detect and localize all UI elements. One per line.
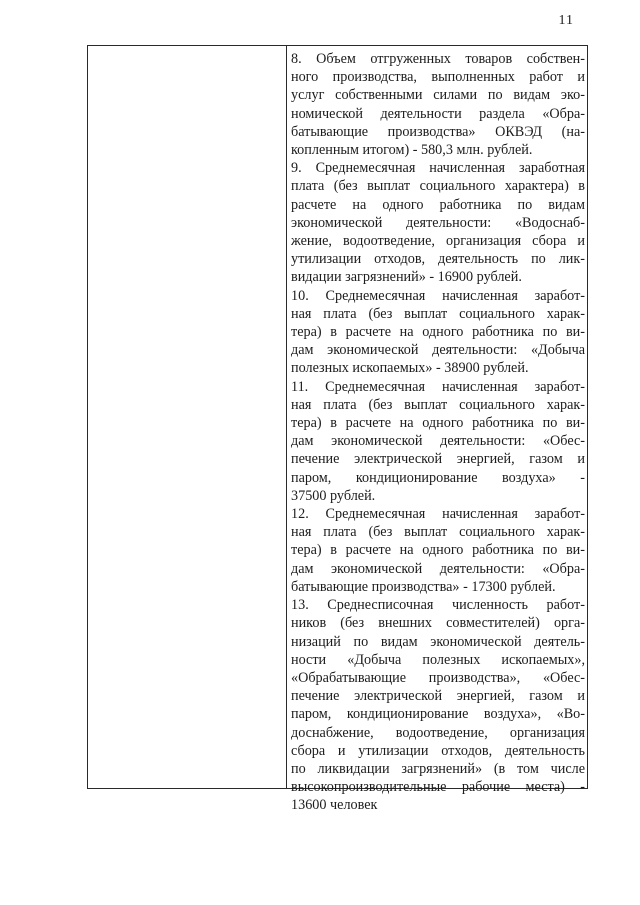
indicator-line: печение электрической энергией, газом и (291, 688, 585, 705)
indicator-line: жение, водоотведение, организация сбора и (291, 233, 585, 250)
indicator-line: паром, кондиционирование воздуха» - (291, 469, 585, 486)
indicator-line: тера) в расчете на одного работника по ви- (291, 324, 585, 341)
indicator-line: плата (без выплат социального характера) в (291, 178, 585, 195)
indicator-line: полезных ископаемых» - 38900 рублей. (291, 360, 529, 377)
indicator-line: расчете на одного работника по видам (291, 196, 585, 213)
indicator-line: экономической деятельности: «Водоснаб- (291, 214, 585, 231)
indicator-line: ности «Добыча полезных ископаемых», (291, 651, 585, 668)
indicators-list (291, 50, 585, 815)
indicator-item (291, 596, 585, 814)
indicator-line: ного производства, выполненных работ и (291, 69, 585, 86)
indicator-item (291, 505, 585, 596)
table-right-column (287, 46, 587, 814)
indicator-line: ников (без внешних совместителей) орга- (291, 615, 585, 632)
indicator-line: 37500 рублей. (291, 487, 376, 504)
indicator-item (291, 50, 585, 159)
indicator-line: 13600 человек (291, 797, 378, 814)
table-left-column (88, 46, 287, 788)
indicator-line: 13. Среднесписочная численность работ- (291, 597, 585, 614)
indicator-item (291, 378, 585, 505)
indicator-line: 8. Объем отгруженных товаров собствен- (291, 51, 585, 67)
indicator-line: печение электрической энергией, газом и (291, 451, 585, 468)
indicator-line: копленным итогом) - 580,3 млн. рублей. (291, 142, 533, 159)
indicator-item (291, 287, 585, 378)
page-number: 11 (558, 13, 574, 28)
indicator-line: батывающие производства» - 17300 рублей. (291, 578, 556, 595)
indicator-line: утилизации отходов, деятельность по лик- (291, 251, 585, 268)
indicator-line: доснабжение, водоотведение, организация (291, 724, 585, 741)
indicator-line: низаций по видам экономической деятель- (291, 633, 585, 650)
indicator-line: ная плата (без выплат социального харак- (291, 524, 585, 541)
indicator-line: 12. Среднемесячная начисленная заработ- (291, 506, 585, 523)
indicator-item (291, 159, 585, 286)
indicator-line: по ликвидации загрязнений» (в том числе (291, 760, 585, 777)
indicator-line: 10. Среднемесячная начисленная заработ- (291, 287, 585, 304)
indicator-line: услуг собственными силами по видам эко- (291, 87, 585, 104)
indicator-line: дам экономической деятельности: «Обра- (291, 560, 585, 577)
indicator-line: дам экономической деятельности: «Добыча (291, 342, 585, 359)
indicator-line: ная плата (без выплат социального харак- (291, 396, 585, 413)
indicator-line: тера) в расчете на одного работника по ви- (291, 415, 585, 432)
indicator-line: батывающие производства» ОКВЭД (на- (291, 123, 585, 140)
indicator-line: видации загрязнений» - 16900 рублей. (291, 269, 522, 286)
indicator-line: ная плата (без выплат социального харак- (291, 305, 585, 322)
indicator-line: 11. Среднемесячная начисленная заработ- (291, 378, 585, 395)
indicator-line: паром, кондиционирование воздуха», «Во- (291, 706, 585, 723)
indicator-line: сбора и утилизации отходов, деятельность (291, 742, 585, 759)
indicator-line: 9. Среднемесячная начисленная заработная (291, 160, 585, 177)
indicator-line: «Обрабатывающие производства», «Обес- (291, 669, 585, 686)
indicator-line: дам экономической деятельности: «Обес- (291, 433, 585, 450)
indicator-line: номической деятельности раздела «Обра- (291, 105, 585, 122)
indicator-line: тера) в расчете на одного работника по ви- (291, 542, 585, 559)
indicator-line: высокопроизводительные рабочие места) - (291, 779, 585, 796)
indicators-table (87, 45, 588, 814)
